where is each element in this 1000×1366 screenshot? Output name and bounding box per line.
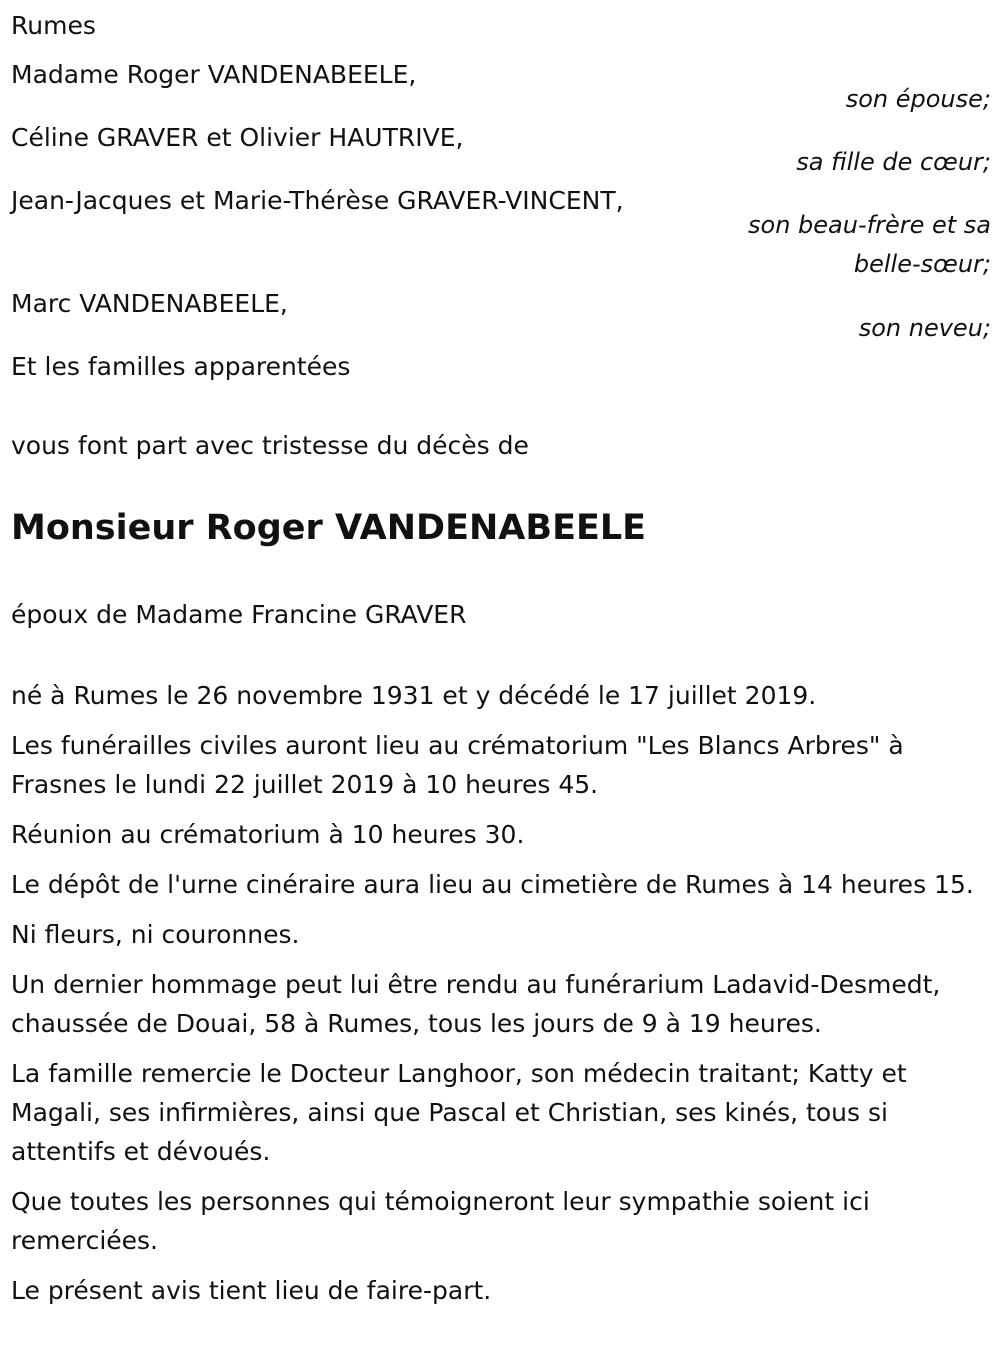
family-member-relation: sa fille de cœur; — [796, 148, 991, 176]
deceased-name: Monsieur Roger VANDENABEELE — [11, 508, 647, 548]
paragraph: Ni fleurs, ni couronnes. — [11, 920, 300, 949]
paragraph: Réunion au crématorium à 10 heures 30. — [11, 820, 525, 849]
family-member-relation: son beau-frère et sa — [748, 211, 991, 239]
town-label: Rumes — [11, 11, 96, 40]
paragraph: Les funérailles civiles auront lieu au crématorium "Les Blancs Arbres" à Frasnes le lundi 22 juillet 2019 à 10 heures 45. — [11, 731, 904, 799]
spouse-line: époux de Madame Francine GRAVER — [11, 600, 467, 629]
paragraph: La famille remercie le Docteur Langhoor, son médecin traitant; Katty et Magali, ses infirmières, ainsi que Pascal et Christian, ses kinés, tous si attentifs et dévoués. — [11, 1059, 907, 1166]
family-member-name: Céline GRAVER et Olivier HAUTRIVE, — [11, 123, 464, 152]
paragraph: Que toutes les personnes qui témoigneront leur sympathie soient ici remerciées. — [11, 1187, 870, 1255]
announcement-line: vous font part avec tristesse du décès de — [11, 431, 529, 460]
closing-family-line: Et les familles apparentées — [11, 352, 351, 381]
obituary-body — [11, 676, 991, 1310]
paragraph: Le présent avis tient lieu de faire-part. — [11, 1276, 492, 1305]
paragraph: né à Rumes le 26 novembre 1931 et y décédé le 17 juillet 2019. — [11, 681, 817, 710]
family-member-name: Marc VANDENABEELE, — [11, 289, 288, 318]
paragraph: Le dépôt de l'urne cinéraire aura lieu au cimetière de Rumes à 14 heures 15. — [11, 870, 974, 899]
family-member-name: Madame Roger VANDENABEELE, — [11, 60, 417, 89]
family-member-name: Jean-Jacques et Marie-Thérèse GRAVER-VINCENT, — [11, 186, 624, 215]
family-member-relation: son neveu; — [858, 314, 991, 342]
paragraph: Un dernier hommage peut lui être rendu au funérarium Ladavid-Desmedt, chaussée de Douai, 58 à Rumes, tous les jours de 9 à 19 heures. — [11, 970, 941, 1038]
family-member-relation: son épouse; — [845, 85, 991, 113]
family-member-relation: belle-sœur; — [853, 250, 991, 278]
